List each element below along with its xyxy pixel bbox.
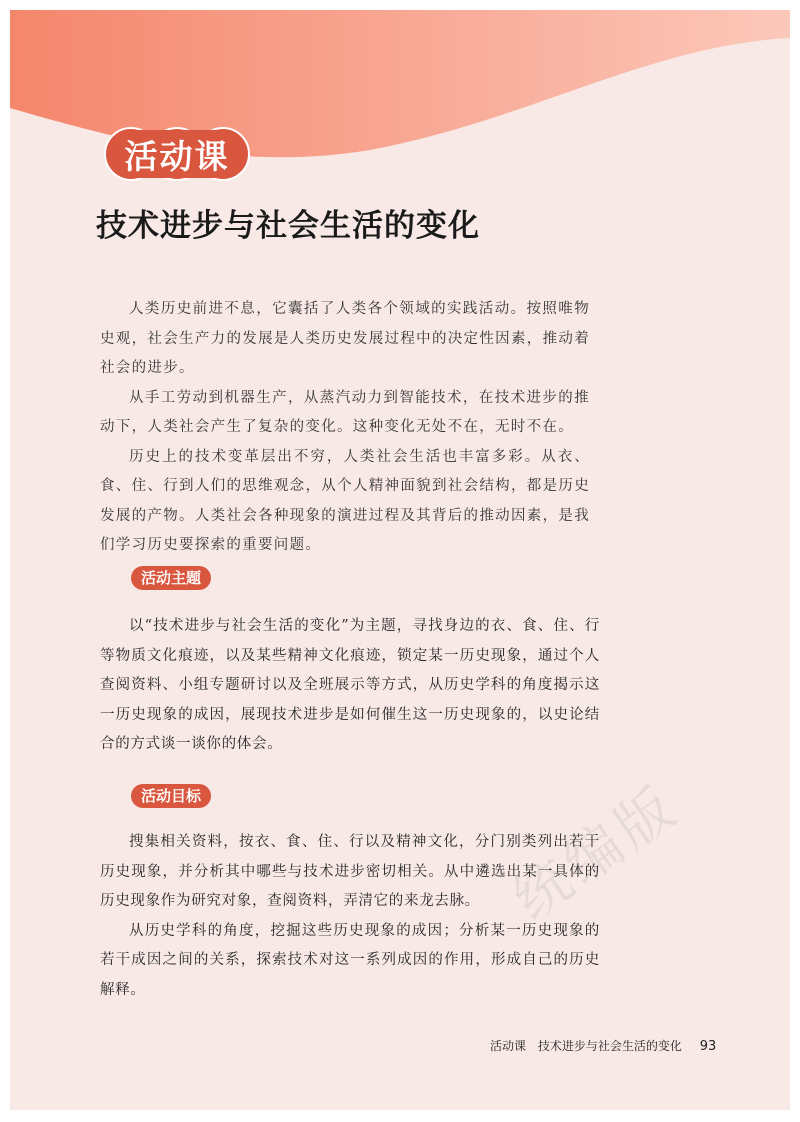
activity-lesson-badge [102,125,252,183]
theme-paragraph: 以“技术进步与社会生活的变化”为主题，寻找身边的衣、食、住、行等物质文化痕迹，以及某些精神文化痕迹，锁定某一历史现象，通过个人查阅资料、小组专题研讨以及全班展示等方式，从历史学科的角度揭示这一历史现象的成因，展现技术进步是如何催生这一历史现象的，以史论结合的方式谈一谈你的体会。 [100,618,600,752]
footer-title: 技术进步与社会生活的变化 [537,1039,682,1053]
intro-paragraph: 历史上的技术变革层出不穷，人类社会生活也丰富多彩。从衣、食、住、行到人们的思维观念，从个人精神面貌到社会结构，都是历史发展的产物。人类社会各种现象的演进过程及其背后的推动因素，是我们学习历史要探索的重要问题。 [100,448,590,553]
intro-text [100,295,590,561]
badge-label: 活动课 [124,136,230,176]
section-heading-goal: 活动目标 [131,784,211,808]
footer-label: 活动课 [490,1039,527,1053]
page-title: 技术进步与社会生活的变化 [96,208,480,244]
intro-paragraph: 从手工劳动到机器生产，从蒸汽动力到智能技术，在技术进步的推动下，人类社会产生了复杂的变化。这种变化无处不在，无时不在。 [100,389,590,435]
theme-text [100,612,600,760]
goal-paragraph: 搜集相关资料，按衣、食、住、行以及精神文化，分门别类列出若干历史现象，并分析其中哪些与技术进步密切相关。从中遴选出某一具体的历史现象作为研究对象，查阅资料，弄清它的来龙去脉。 [100,834,600,909]
page-footer [490,1037,716,1054]
section-heading-theme: 活动主题 [131,566,211,590]
page-number: 93 [699,1039,717,1054]
goal-paragraph: 从历史学科的角度，挖掘这些历史现象的成因；分析某一历史现象的若干成因之间的关系，探索技术对这一系列成因的作用，形成自己的历史解释。 [100,922,600,998]
intro-paragraph: 人类历史前进不息，它囊括了人类各个领域的实践活动。按照唯物史观，社会生产力的发展是人类历史发展过程中的决定性因素，推动着社会的进步。 [100,301,590,376]
watermark: 统编版 [501,773,692,934]
textbook-page [10,10,790,1110]
